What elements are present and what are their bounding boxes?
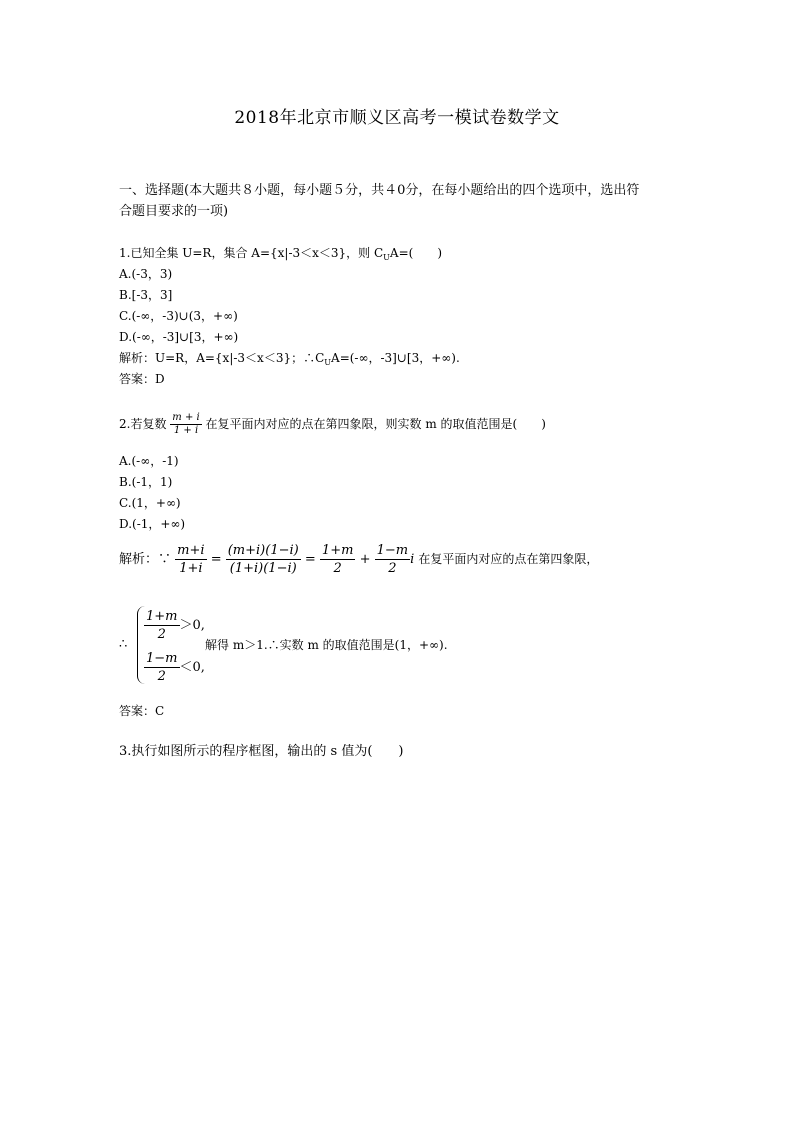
- q2-fraction-1-denominator: 1+i: [175, 559, 206, 577]
- q2-analysis-fraction-2: [226, 542, 301, 577]
- q2-option-b: B.(-1，1): [119, 475, 173, 489]
- q1-analysis-text-a: 解析：U=R，A={x|-3＜x＜3}；∴C: [119, 351, 325, 365]
- q2-analysis-post: 在复平面内对应的点在第四象限，: [418, 552, 599, 566]
- q2-solution: 解得 m＞1.∴实数 m 的取值范围是(1，+∞).: [205, 638, 448, 652]
- q2-stem-denominator: 1 + i: [170, 424, 201, 437]
- q2-fraction-4-numerator: 1−m: [376, 543, 409, 558]
- q1-option-d: D.(-∞，-3]∪[3，+∞): [119, 330, 239, 344]
- q2-condition-1-fraction: [144, 608, 180, 643]
- q1-option-c: C.(-∞，-3)∪(3，+∞): [119, 309, 238, 323]
- q2-option-d: D.(-1，+∞): [119, 517, 186, 531]
- page-title: 2018年北京市顺义区高考一模试卷数学文: [234, 108, 560, 128]
- section-heading-line1: 一、选择题(本大题共８小题，每小题５分，共４0分，在每小题给出的四个选项中，选出符: [119, 183, 640, 198]
- q2-equals-1: =: [210, 552, 222, 567]
- q2-condition-1-numerator: 1+m: [146, 609, 178, 624]
- q2-analysis-fraction-3: [320, 542, 356, 577]
- q1-stem-text-a: 1.已知全集 U=R，集合 A={x|-3＜x＜3}，则 C: [119, 246, 384, 260]
- section-heading-line2: 合题目要求的一项): [119, 204, 229, 219]
- q2-analysis-fraction-4: [375, 542, 411, 577]
- q2-fraction-2-denominator: (1+i)(1−i): [226, 559, 301, 577]
- q1-stem-subscript: U: [383, 253, 390, 262]
- q2-therefore-symbol: ∴: [119, 637, 128, 652]
- q2-fraction-3-numerator: 1+m: [321, 543, 354, 558]
- q1-option-a: A.(-3，3): [119, 267, 173, 281]
- q2-analysis: [119, 542, 598, 577]
- q2-option-c: C.(1，+∞): [119, 496, 181, 510]
- q1-option-b: B.[-3，3]: [119, 288, 173, 302]
- q2-fraction-1-numerator: m+i: [177, 543, 205, 558]
- q2-imaginary-unit: i: [410, 552, 415, 567]
- q1-analysis-subscript: U: [324, 358, 332, 367]
- q2-condition-2: [144, 650, 205, 685]
- q2-stem-fraction: [170, 412, 201, 437]
- q2-analysis-pre: 解析：∵: [119, 552, 172, 567]
- q2-fraction-3-denominator: 2: [320, 559, 356, 577]
- q1-stem: [119, 245, 442, 266]
- q2-condition-1: [144, 608, 205, 643]
- q2-equals-2: =: [304, 552, 316, 567]
- q2-condition-1-relation: ＞0,: [179, 618, 205, 633]
- q2-plus: +: [359, 552, 371, 567]
- q2-stem-numerator: m + i: [172, 412, 200, 423]
- q1-stem-text-b: A=( ): [389, 246, 443, 260]
- q2-fraction-4-denominator: 2: [375, 559, 411, 577]
- q2-fraction-2-numerator: (m+i)(1−i): [227, 543, 299, 558]
- q1-analysis: [119, 350, 460, 371]
- q2-analysis-fraction-1: [175, 542, 206, 577]
- q2-condition-2-denominator: 2: [144, 667, 180, 685]
- q2-condition-2-relation: ＜0,: [179, 660, 205, 675]
- q2-stem: [119, 412, 546, 437]
- q2-condition-2-numerator: 1−m: [146, 651, 178, 666]
- q2-stem-post: 在复平面内对应的点在第四象限，则实数 m 的取值范围是( ): [205, 417, 546, 431]
- q2-condition-2-fraction: [144, 650, 180, 685]
- q2-answer: 答案：C: [119, 704, 165, 718]
- q2-condition-1-denominator: 2: [144, 625, 180, 643]
- q3-stem: 3.执行如图所示的程序框图，输出的 s 值为( ): [119, 744, 404, 759]
- q2-stem-pre: 2.若复数: [119, 417, 167, 431]
- q1-analysis-text-b: A=(-∞，-3]∪[3，+∞).: [331, 351, 460, 365]
- q2-option-a: A.(-∞，-1): [119, 454, 179, 468]
- q1-answer: 答案：D: [119, 372, 165, 386]
